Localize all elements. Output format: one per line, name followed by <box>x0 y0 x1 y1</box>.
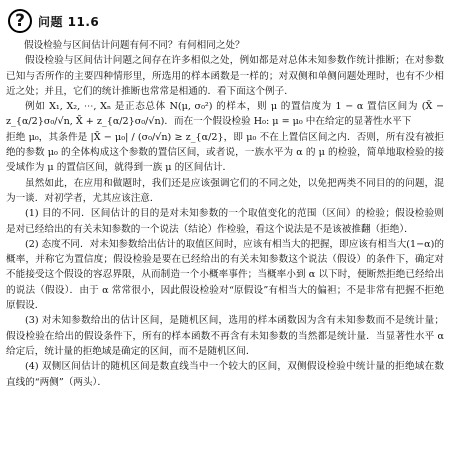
paragraph-4: 虽然如此，在应用和做题时，我们还是应该强调它们的不同之处，以免把两类不同目的的问题，混为一谈．对初学者，尤其应该注意． <box>6 177 444 204</box>
paragraph-3: 拒绝 μ₀，其条件是 |X̄ − μ₀| / (σ₀/√n) ≥ z_{α/2}，即 μ₀ 不在上置信区间之内．否则，所有没有被拒绝的参数 μ₀ 的全体构成这个参数的置信区间，或者说，一族水平为 α 的 μ 的检验，简单地取检验的接受域作为 μ 的置信区间，就得到一族 μ 的区间估计． <box>6 131 444 174</box>
paragraph-1: 假设检验与区间估计问题之间存在许多相似之处，例如都是对总体未知参数作统计推断；在对参数已知与否所作的主要四种情形里，所选用的样本函数是一样的；对双侧和单侧问题处理时，也有不少相近之处；并且，它们的统计推断也常常是相通的．看下面这个例子． <box>6 55 444 97</box>
question-mark-icon: ? <box>8 9 32 33</box>
question-text: 假设检验与区间估计问题有何不同？有何相同之处？ <box>24 40 245 51</box>
section-title: 问题 11.6 <box>38 14 100 29</box>
header <box>6 6 444 36</box>
paragraph-7: (3) 对未知参数给出的估计区间，是随机区间，选用的样本函数因为含有未知参数而不是统计量；假设检验在给出的假设条件下，所有的样本函数不再含有未知参数的当然都是统计量．当显著性水平 α 给定后，统计量的拒绝域是确定的区间，而不是随机区间． <box>6 315 444 357</box>
paragraph-6: (2) 态度不同．对未知参数给出估计的取值区间时，应该有相当大的把握，即应该有相当大(1−α)的概率，并称它为置信度；假设检验是要在已经给出的有关未知参数这个说法（假设）的条件下，确定对不能接受这个假设的容忍界限，从而制造一个小概率事件；当概率小到 α 以下时，便断然拒绝已经给出的说法（假设）．由于 α 常常很小，因此假设检验对“原假设”有相当大的偏袒；不是非常有把握不拒绝原假设． <box>6 238 444 312</box>
paragraph-5: (1) 目的不同．区间估计的目的是对未知参数的一个取值变化的范围（区间）的检验；假设检验则是对已经给出的有关未知参数的一个说法（结论）作检验，看这个说法是不是该被推翻（拒绝）． <box>6 208 444 235</box>
paragraph-8: (4) 双侧区间估计的随机区间是数直线当中一个较大的区间，双侧假设检验中统计量的拒绝域在数直线的“两侧”（两头）． <box>6 361 444 388</box>
paragraph-2: 例如 X₁, X₂, ⋯, Xₙ 是正态总体 N(μ, σ₀²) 的样本，则 μ 的置信度为 1 − α 置信区间为 (X̄ − z_{α/2}σ₀/√n, X̄ + z_{α/2}σ₀/√n)．而在一个假设检验 H₀: μ = μ₀ 中在给定的显著性水平下 <box>6 101 444 128</box>
